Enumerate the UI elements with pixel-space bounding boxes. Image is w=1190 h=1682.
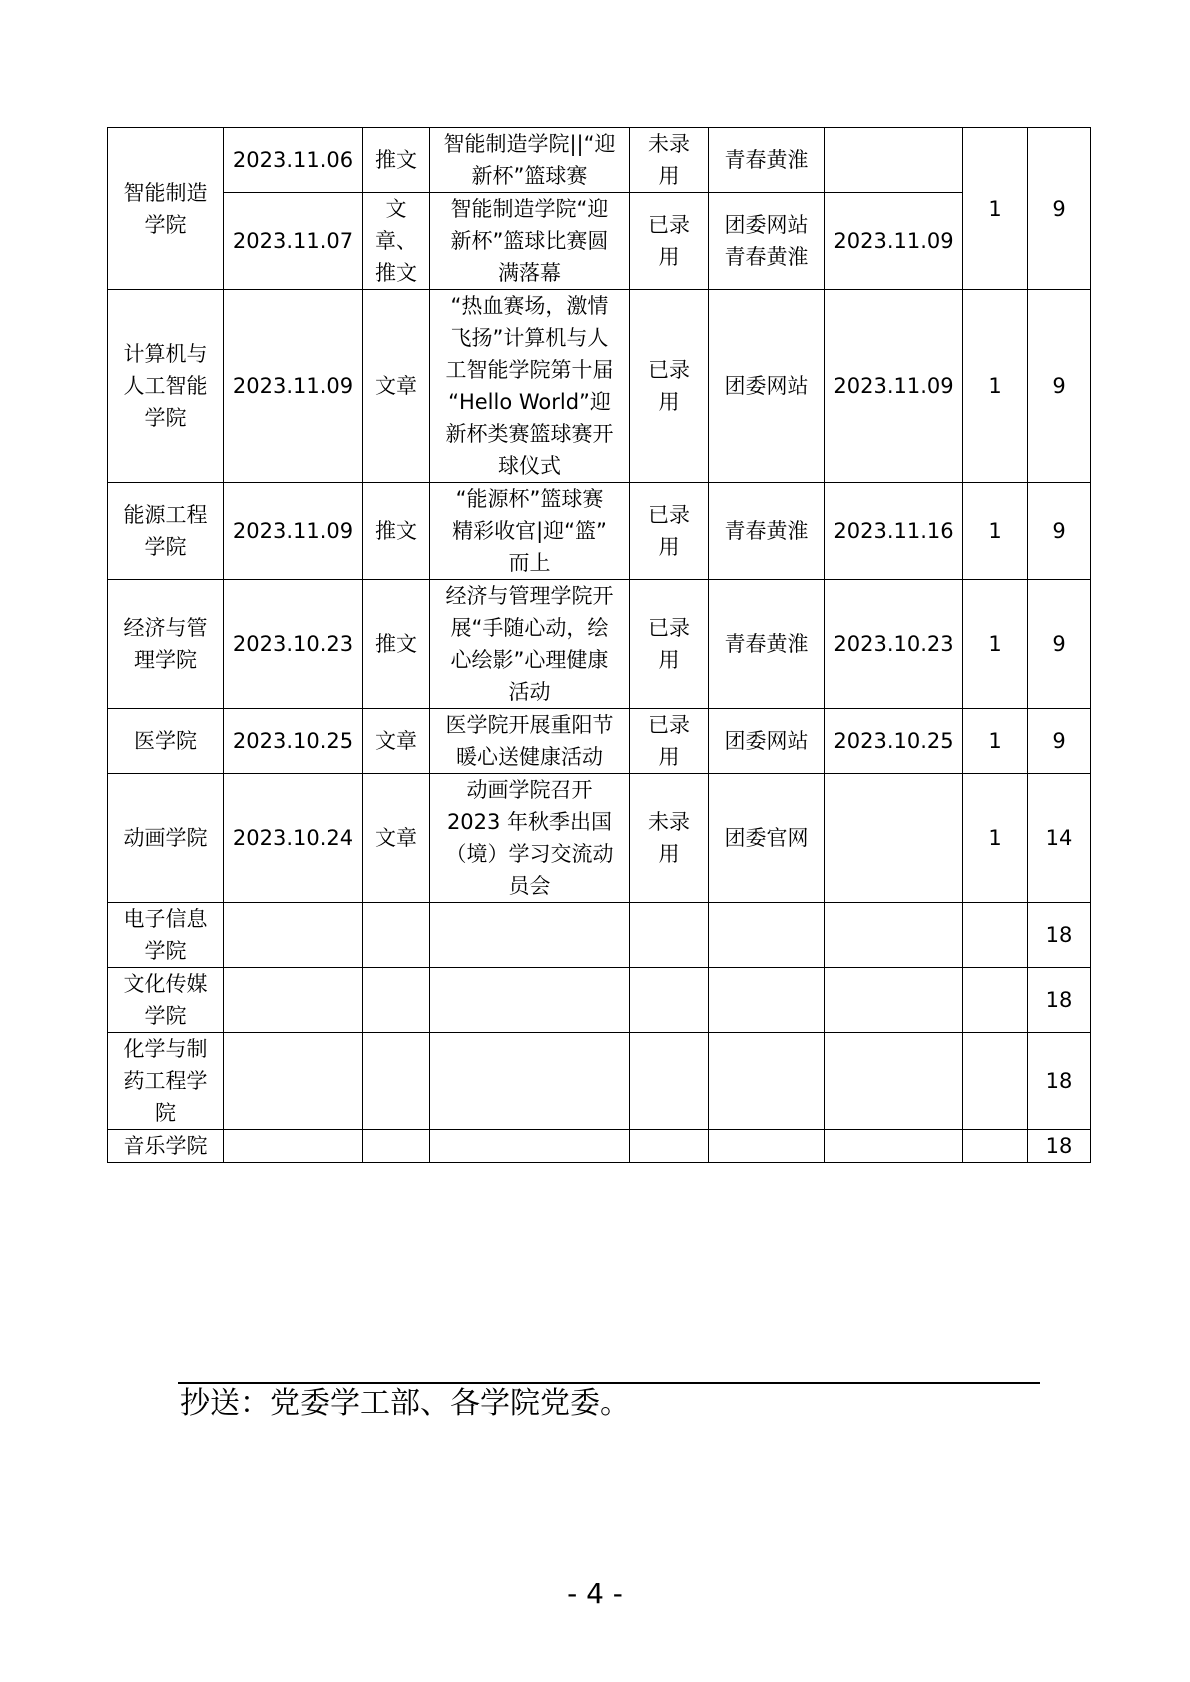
report-table bbox=[107, 127, 1091, 1163]
status-cell: 未录 用 bbox=[630, 128, 709, 193]
title-cell bbox=[430, 903, 630, 968]
table-row bbox=[108, 903, 1091, 968]
table-row bbox=[108, 1130, 1091, 1163]
status-cell bbox=[630, 1130, 709, 1163]
publish-date-cell bbox=[825, 968, 963, 1033]
platform-cell: 团委官网 bbox=[709, 774, 825, 903]
date-cell: 2023.11.06 bbox=[224, 128, 363, 193]
table-row bbox=[108, 580, 1091, 709]
type-cell: 推文 bbox=[363, 580, 430, 709]
college-cell: 动画学院 bbox=[108, 774, 224, 903]
platform-cell: 团委网站 bbox=[709, 709, 825, 774]
date-cell bbox=[224, 968, 363, 1033]
publish-date-cell: 2023.11.09 bbox=[825, 193, 963, 290]
type-cell: 文章 bbox=[363, 290, 430, 483]
type-cell: 文 章、 推文 bbox=[363, 193, 430, 290]
rank-cell: 18 bbox=[1028, 968, 1091, 1033]
rank-cell: 9 bbox=[1028, 580, 1091, 709]
table-row bbox=[108, 968, 1091, 1033]
college-cell: 计算机与 人工智能 学院 bbox=[108, 290, 224, 483]
rank-cell: 18 bbox=[1028, 903, 1091, 968]
rank-cell: 9 bbox=[1028, 483, 1091, 580]
date-cell: 2023.11.09 bbox=[224, 290, 363, 483]
count-cell: 1 bbox=[963, 290, 1028, 483]
title-cell bbox=[430, 1033, 630, 1130]
count-cell: 1 bbox=[963, 483, 1028, 580]
table-row bbox=[108, 1033, 1091, 1130]
platform-cell: 团委网站 青春黄淮 bbox=[709, 193, 825, 290]
type-cell: 推文 bbox=[363, 128, 430, 193]
publish-date-cell bbox=[825, 774, 963, 903]
title-cell: 智能制造学院“迎 新杯”篮球比赛圆 满落幕 bbox=[430, 193, 630, 290]
title-cell: 智能制造学院||“迎 新杯”篮球赛 bbox=[430, 128, 630, 193]
page-number: - 4 - bbox=[567, 1577, 623, 1610]
table-row bbox=[108, 193, 1091, 290]
title-cell: “热血赛场，激情 飞扬”计算机与人 工智能学院第十届 “Hello World”迎 新杯类赛篮球赛开 球仪式 bbox=[430, 290, 630, 483]
publish-date-cell: 2023.11.16 bbox=[825, 483, 963, 580]
table-row bbox=[108, 483, 1091, 580]
count-cell bbox=[963, 968, 1028, 1033]
date-cell: 2023.11.07 bbox=[224, 193, 363, 290]
count-cell: 1 bbox=[963, 580, 1028, 709]
college-cell: 化学与制 药工程学 院 bbox=[108, 1033, 224, 1130]
publish-date-cell: 2023.11.09 bbox=[825, 290, 963, 483]
type-cell bbox=[363, 968, 430, 1033]
type-cell: 文章 bbox=[363, 709, 430, 774]
title-cell: 经济与管理学院开 展“手随心动，绘 心绘影”心理健康 活动 bbox=[430, 580, 630, 709]
status-cell bbox=[630, 903, 709, 968]
publish-date-cell bbox=[825, 1130, 963, 1163]
title-cell bbox=[430, 968, 630, 1033]
status-cell: 已录 用 bbox=[630, 580, 709, 709]
platform-cell: 团委网站 bbox=[709, 290, 825, 483]
publish-date-cell bbox=[825, 128, 963, 193]
college-cell: 经济与管 理学院 bbox=[108, 580, 224, 709]
publish-date-cell bbox=[825, 1033, 963, 1130]
rank-cell: 14 bbox=[1028, 774, 1091, 903]
type-cell: 推文 bbox=[363, 483, 430, 580]
cc-text: 抄送：党委学工部、各学院党委。 bbox=[180, 1386, 630, 1421]
table-row bbox=[108, 709, 1091, 774]
platform-cell: 青春黄淮 bbox=[709, 128, 825, 193]
type-cell: 文章 bbox=[363, 774, 430, 903]
date-cell: 2023.10.23 bbox=[224, 580, 363, 709]
publish-date-cell bbox=[825, 903, 963, 968]
date-cell: 2023.10.25 bbox=[224, 709, 363, 774]
date-cell bbox=[224, 1130, 363, 1163]
status-cell: 未录 用 bbox=[630, 774, 709, 903]
title-cell: “能源杯”篮球赛 精彩收官|迎“篮” 而上 bbox=[430, 483, 630, 580]
date-cell bbox=[224, 903, 363, 968]
date-cell: 2023.11.09 bbox=[224, 483, 363, 580]
rank-cell: 18 bbox=[1028, 1130, 1091, 1163]
platform-cell bbox=[709, 1130, 825, 1163]
rank-cell: 18 bbox=[1028, 1033, 1091, 1130]
status-cell bbox=[630, 1033, 709, 1130]
college-cell: 音乐学院 bbox=[108, 1130, 224, 1163]
publish-date-cell: 2023.10.23 bbox=[825, 580, 963, 709]
table-row bbox=[108, 128, 1091, 193]
platform-cell: 青春黄淮 bbox=[709, 483, 825, 580]
count-cell: 1 bbox=[963, 774, 1028, 903]
type-cell bbox=[363, 1130, 430, 1163]
title-cell bbox=[430, 1130, 630, 1163]
count-cell bbox=[963, 1033, 1028, 1130]
college-cell: 电子信息 学院 bbox=[108, 903, 224, 968]
count-cell bbox=[963, 1130, 1028, 1163]
type-cell bbox=[363, 1033, 430, 1130]
status-cell: 已录 用 bbox=[630, 709, 709, 774]
count-cell bbox=[963, 903, 1028, 968]
count-cell: 1 bbox=[963, 709, 1028, 774]
college-cell: 能源工程 学院 bbox=[108, 483, 224, 580]
status-cell: 已录 用 bbox=[630, 193, 709, 290]
cc-block bbox=[178, 1382, 1040, 1422]
publish-date-cell: 2023.10.25 bbox=[825, 709, 963, 774]
count-cell: 1 bbox=[963, 128, 1028, 290]
date-cell bbox=[224, 1033, 363, 1130]
date-cell: 2023.10.24 bbox=[224, 774, 363, 903]
status-cell bbox=[630, 968, 709, 1033]
type-cell bbox=[363, 903, 430, 968]
college-cell: 医学院 bbox=[108, 709, 224, 774]
table-row bbox=[108, 774, 1091, 903]
title-cell: 医学院开展重阳节 暖心送健康活动 bbox=[430, 709, 630, 774]
rank-cell: 9 bbox=[1028, 128, 1091, 290]
rank-cell: 9 bbox=[1028, 709, 1091, 774]
platform-cell bbox=[709, 1033, 825, 1130]
platform-cell bbox=[709, 968, 825, 1033]
title-cell: 动画学院召开 2023 年秋季出国 （境）学习交流动 员会 bbox=[430, 774, 630, 903]
college-cell: 文化传媒 学院 bbox=[108, 968, 224, 1033]
platform-cell bbox=[709, 903, 825, 968]
college-cell: 智能制造 学院 bbox=[108, 128, 224, 290]
table-row bbox=[108, 290, 1091, 483]
rank-cell: 9 bbox=[1028, 290, 1091, 483]
status-cell: 已录 用 bbox=[630, 483, 709, 580]
status-cell: 已录 用 bbox=[630, 290, 709, 483]
platform-cell: 青春黄淮 bbox=[709, 580, 825, 709]
